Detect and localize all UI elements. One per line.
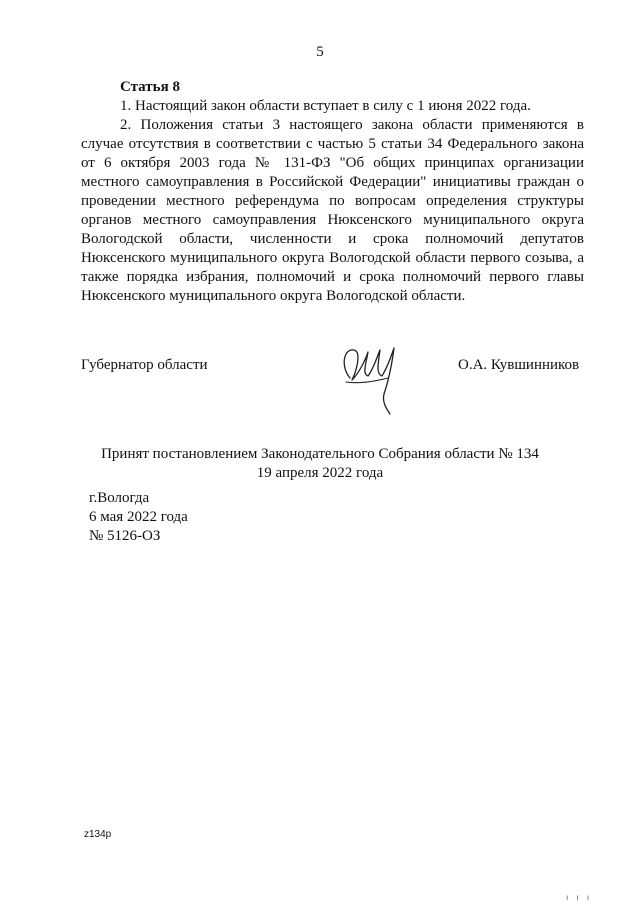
handwritten-signature	[338, 338, 408, 418]
city: г.Вологда	[89, 490, 150, 506]
article-paragraph-2: 2. Положения статьи 3 настоящего закона области применяются в случае отсутствия в соответствии с частью 5 статьи 34 Федерального закона от 6 октября 2003 года № 131-ФЗ "Об общих принципах организации местного самоуправления в Российской Федерации" инициативы граждан о проведении местного референдума по вопросам определения структуры органов местного самоуправления Нюксенского муниципального округа Вологодской области, численности и срока полномочий депутатов Нюксенского муниципального округа Вологодской области первого созыва, а также порядка избрания, полномочий и срока полномочий первого главы Нюксенского муниципального округа Вологодской области.	[81, 117, 584, 304]
corner-marks: ı ı ı	[566, 893, 593, 902]
article-paragraph-1: 1. Настоящий закон области вступает в силу с 1 июня 2022 года.	[120, 98, 531, 114]
article-title: Статья 8	[120, 79, 180, 95]
adoption-note	[0, 445, 640, 483]
date: 6 мая 2022 года	[89, 509, 188, 525]
adoption-line-1: Принят постановлением Законодательного Собрания области № 134	[101, 446, 539, 462]
document-code: z134p	[84, 829, 112, 840]
page-number: 5	[316, 44, 324, 60]
place-date-block	[89, 489, 188, 546]
signatory-name: О.А. Кувшинников	[458, 357, 580, 373]
law-number: № 5126-ОЗ	[89, 528, 161, 544]
signatory-position: Губернатор области	[81, 357, 208, 373]
article-8	[81, 78, 584, 306]
adoption-line-2: 19 апреля 2022 года	[256, 465, 384, 481]
